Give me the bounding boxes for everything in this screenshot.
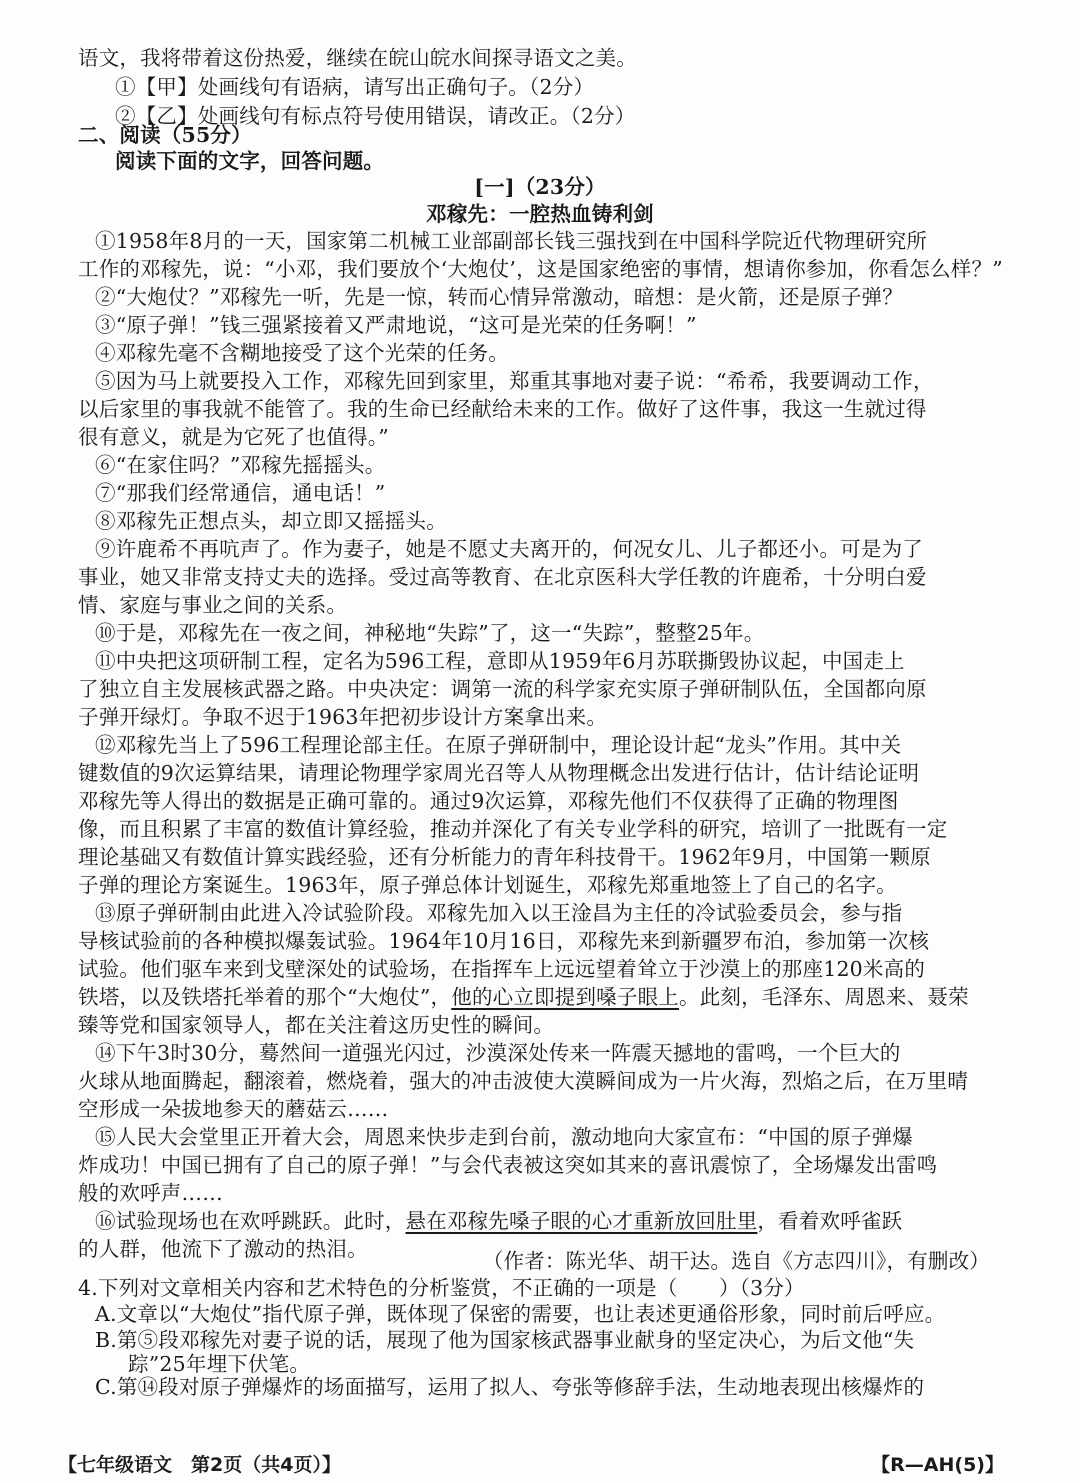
option-b: B.第⑤段邓稼先对妻子说的话，展现了他为国家核武器事业献身的坚定决心，为后文他“失 bbox=[95, 1328, 915, 1353]
paragraph-line: 工作的邓稼先，说：“小邓，我们要放个‘大炮仗’，这是国家绝密的事情，想请你参加，你看怎么样？” bbox=[78, 257, 1003, 282]
paragraph-line: 般的欢呼声…… bbox=[78, 1180, 223, 1205]
paragraph-line: 了独立自主发展核武器之路。中央决定：调第一流的科学家充实原子弹研制队伍，全国都向原 bbox=[78, 677, 927, 702]
footer-page-info: 【七年级语文 第2页（共4页）】 bbox=[58, 1454, 341, 1476]
paragraph-line: ⑦“那我们经常通信，通电话！” bbox=[95, 481, 386, 506]
paragraph-line: 子弹的理论方案诞生。1963年，原子弹总体计划诞生，邓稼先郑重地签上了自己的名字。 bbox=[78, 873, 897, 897]
paragraph-line: ⑧邓稼先正想点头，却立即又摇摇头。 bbox=[95, 509, 447, 534]
paragraph-line: ②“大炮仗？”邓稼先一听，先是一惊，转而心情异常激动，暗想：是火箭，还是原子弹？ bbox=[95, 285, 903, 310]
paragraph-line: ⑤因为马上就要投入工作，邓稼先回到家里，郑重其事地对妻子说：“希希，我要调动工作， bbox=[95, 369, 934, 394]
paragraph-line: 导核试验前的各种模拟爆轰试验。1964年10月16日，邓稼先来到新疆罗布泊，参加第一次核 bbox=[78, 928, 930, 953]
paragraph-line: ⑪中央把这项研制工程，定名为596工程，意即从1959年6月苏联撕毁协议起，中国走上 bbox=[95, 649, 905, 674]
paragraph-line: 空形成一朵拔地参天的蘑菇云…… bbox=[78, 1096, 389, 1121]
paragraph-line: ①1958年8月的一天，国家第二机械工业部副部长钱三强找到在中国科学院近代物理研究所 bbox=[95, 229, 928, 254]
sub-question: ①【甲】处画线句有语病，请写出正确句子。（2分） bbox=[115, 74, 595, 99]
paragraph-line: 很有意义，就是为它死了也值得。” bbox=[78, 425, 389, 450]
option-c: C.第⑭段对原子弹爆炸的场面描写，运用了拟人、夸张等修辞手法，生动地表现出核爆炸的 bbox=[95, 1374, 925, 1399]
option-a: A.文章以“大炮仗”指代原子弹，既体现了保密的需要，也让表述更通俗形象，同时前后呼应。 bbox=[95, 1302, 946, 1327]
text-run: ⑯试验现场也在欢呼跳跃。此时， bbox=[95, 1208, 406, 1233]
paragraph-line: ③“原子弹！”钱三强紧接着又严肃地说，“这可是光荣的任务啊！” bbox=[95, 313, 697, 338]
paragraph-line: ④邓稼先毫不含糊地接受了这个光荣的任务。 bbox=[95, 341, 509, 366]
section-heading: 二、阅读（55分） bbox=[78, 123, 252, 148]
paragraph-line: 子弹开绿灯。争取不迟于1963年把初步设计方案拿出来。 bbox=[78, 705, 608, 730]
paragraph-line: 的人群，他流下了激动的热泪。 bbox=[78, 1236, 368, 1261]
paragraph-line: 火球从地面腾起，翻滚着，燃烧着，强大的冲击波使大漠瞬间成为一片火海，烈焰之后，在万里晴 bbox=[78, 1068, 969, 1093]
paragraph-line: ⑨许鹿希不再吭声了。作为妻子，她是不愿丈夫离开的，何况女儿、儿子都还小。可是为了 bbox=[95, 537, 923, 562]
text-run: 。此刻，毛泽东、周恩来、聂荣 bbox=[678, 984, 969, 1009]
text-run: 铁塔，以及铁塔托举着的那个“大炮仗”， bbox=[78, 984, 452, 1009]
paragraph-line: 像，而且积累了丰富的数值计算经验，推动并深化了有关专业学科的研究，培训了一批既有一定 bbox=[78, 817, 948, 842]
question-stem: 4.下列对文章相关内容和艺术特色的分析鉴赏，不正确的一项是（ ）（3分） bbox=[78, 1276, 805, 1301]
paragraph-line: 臻等党和国家领导人，都在关注着这历史性的瞬间。 bbox=[78, 1012, 555, 1037]
underlined-sentence: 他的心立即提到嗓子眼上 bbox=[451, 984, 679, 1009]
option-b-continued: 踪”25年埋下伏笔。 bbox=[128, 1351, 311, 1376]
paragraph-line: 情、家庭与事业之间的关系。 bbox=[78, 593, 348, 618]
article-title: 邓稼先：一腔热血铸利剑 bbox=[426, 202, 654, 227]
text-run: ，看着欢呼雀跃 bbox=[757, 1208, 903, 1233]
paragraph-line: 炸成功！中国已拥有了自己的原子弹！”与会代表被这突如其来的喜讯震惊了，全场爆发出雷鸣 bbox=[78, 1152, 938, 1177]
paragraph-line: 试验。他们驱车来到戈壁深处的试验场，在指挥车上远远望着耸立于沙漠上的那座120米高的 bbox=[78, 956, 926, 981]
paragraph-line: 事业，她又非常支持丈夫的选择。受过高等教育、在北京医科大学任教的许鹿希，十分明白爱 bbox=[78, 565, 927, 590]
paragraph-line: ⑥“在家住吗？”邓稼先摇摇头。 bbox=[95, 453, 386, 478]
instruction: 阅读下面的文字，回答问题。 bbox=[115, 149, 385, 174]
paragraph-line: 键数值的9次运算结果，请理论物理学家周光召等人从物理概念出发进行估计，估计结论证明 bbox=[78, 761, 920, 786]
text-line: 语文，我将带着这份热爱，继续在皖山皖水间探寻语文之美。 bbox=[78, 46, 637, 70]
paragraph-line bbox=[95, 1206, 990, 1236]
sub-question: ②【乙】处画线句有标点符号使用错误，请改正。（2分） bbox=[115, 103, 636, 128]
underlined-sentence: 悬在邓稼先嗓子眼的心才重新放回肚里 bbox=[405, 1208, 758, 1233]
part-heading: [一]（23分） bbox=[474, 175, 606, 200]
paragraph-line: ⑭下午3时30分，蓦然间一道强光闪过，沙漠深处传来一阵震天撼地的雷鸣，一个巨大的 bbox=[95, 1040, 901, 1065]
paragraph-line: ⑩于是，邓稼先在一夜之间，神秘地“失踪”了，这一“失踪”，整整25年。 bbox=[95, 621, 765, 646]
paragraph-line: 邓稼先等人得出的数据是正确可靠的。通过9次运算，邓稼先他们不仅获得了正确的物理图 bbox=[78, 789, 899, 814]
paragraph-line: ⑬原子弹研制由此进入冷试验阶段。邓稼先加入以王淦昌为主任的冷试验委员会，参与指 bbox=[95, 900, 903, 925]
source-citation: （作者：陈光华、胡干达。选自《方志四川》，有删改） bbox=[482, 1249, 990, 1274]
paragraph-line: ⑫邓稼先当上了596工程理论部主任。在原子弹研制中，理论设计起“龙头”作用。其中关 bbox=[95, 733, 902, 758]
paragraph-line: 理论基础又有数值计算实践经验，还有分析能力的青年科技骨干。1962年9月，中国第一颗原 bbox=[78, 845, 931, 870]
paragraph-line: ⑮人民大会堂里正开着大会，周恩来快步走到台前，激动地向大家宣布：“中国的原子弹爆 bbox=[95, 1124, 913, 1149]
paragraph-line: 以后家里的事我就不能管了。我的生命已经献给未来的工作。做好了这件事，我这一生就过得 bbox=[78, 397, 927, 422]
paragraph-line bbox=[78, 982, 990, 1012]
footer-code: 【R—AH(5)】 bbox=[871, 1454, 1004, 1476]
